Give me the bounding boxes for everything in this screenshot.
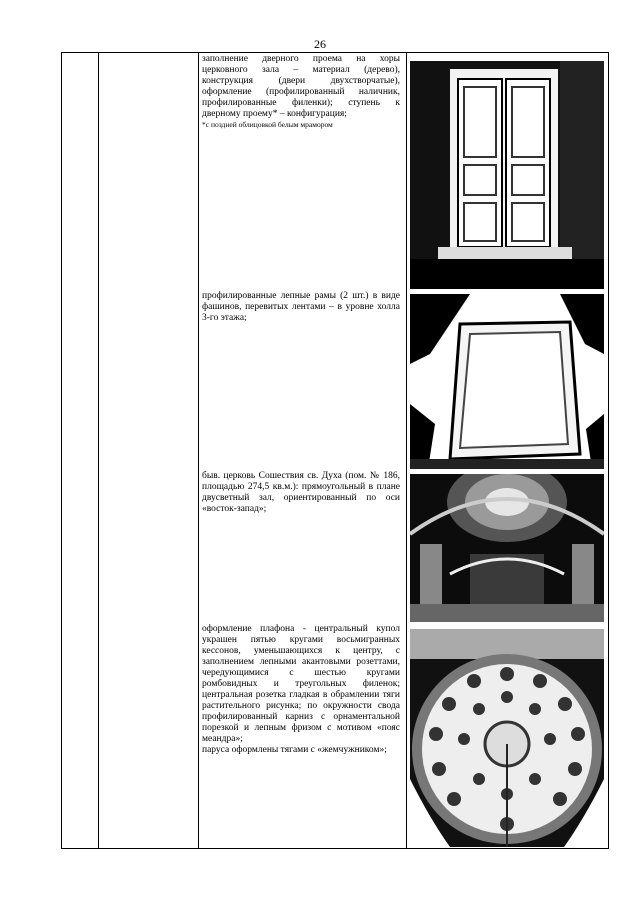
- dome-ceiling-photo: [410, 629, 604, 847]
- row-3-description: быв. церковь Сошествия св. Духа (пом. № 186, площадью 274,5 кв.м.): прямоугольный в плане двусветный зал, ориентированный по оси «восток-запад»;: [202, 471, 400, 514]
- row-2-description: профилированные лепные рамы (2 шт.) в виде фашинов, перевитых лентами – в уровне холла 3-го этажа;: [202, 291, 400, 323]
- row-1-text: [202, 54, 400, 130]
- molded-frame-photo: [410, 294, 604, 469]
- heritage-table: [61, 52, 609, 849]
- page-number: 26: [314, 37, 326, 51]
- column-divider: [198, 53, 199, 848]
- row-1-description: заполнение дверного проема на хоры церковного зала – материал (дерево), конструкция (двери двухстворчатые), оформление (профилированный наличник, профилированные филенки); ступень к дверному проему* – конфигурация;: [202, 54, 400, 119]
- row-1-footnote: *с поздней облицовкой белым мрамором: [202, 120, 333, 129]
- column-divider: [98, 53, 99, 848]
- row-4-text: [202, 624, 400, 756]
- church-hall-photo: [410, 474, 604, 622]
- row-2-text: [202, 291, 400, 324]
- column-divider: [406, 53, 407, 848]
- row-3-text: [202, 471, 400, 515]
- double-door-photo: [410, 61, 604, 289]
- row-4-description-2: паруса оформлены тягами с «жемчужником»;: [202, 745, 387, 755]
- row-4-description: оформление плафона - центральный купол украшен пятью кругами восьмигранных кессонов, уменьшающихся к центру, с заполнением лепными акантовыми розеттами, чередующимися с шестью кругами ромбовидных и треугольных филенок; центральная розетка гладкая в обрамлении тяги растительного рисунка; по окружности свода профилированный карниз с орнаментальной порезкой и лепным фризом с мотивом «пояс меандра»;: [202, 624, 400, 744]
